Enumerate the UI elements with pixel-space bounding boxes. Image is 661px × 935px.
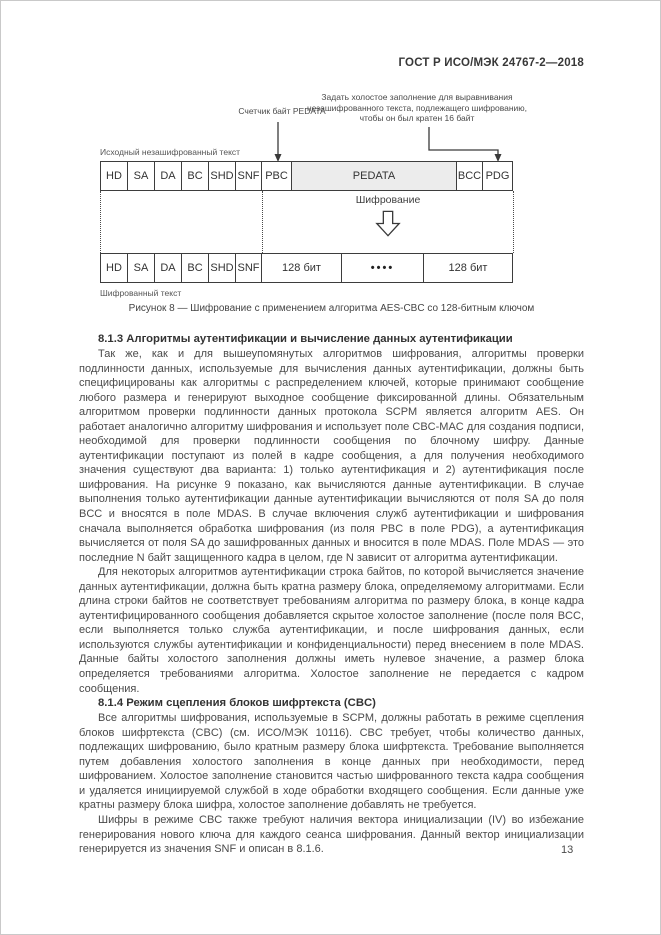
section-heading-8-1-3: 8.1.3 Алгоритмы аутентификации и вычисление данных аутентификации [98, 333, 513, 345]
plaintext-frame-row [100, 161, 513, 191]
field-shd: SHD [208, 253, 236, 283]
field-sa: SA [127, 253, 155, 283]
field-da: DA [154, 161, 182, 191]
annotation-padding-note: Задать холостое заполнение для выравнивания незашифрованного текста, подлежащего шифрованию, чтобы он был кратен 16 байт [306, 92, 528, 123]
field-bc: BC [181, 253, 209, 283]
pass-through-zone [100, 191, 263, 253]
field-pbc: PBC [261, 161, 292, 191]
figure-8-diagram [100, 161, 515, 291]
paragraph: Для некоторых алгоритмов аутентификации строка байтов, по которой вычисляется значение данных аутентификации, должна быть кратна размеру блока, определяемому алгоритмами. Если длина строки байтов не соответствует требованиям алгоритма по размеру блока, в конце кадра аутентифицированного сообщения добавляется скрытое холостое заполнение (после поля BCC, если выполняется только служба аутентификации, и после шифрования данных, если используются службы аутентификации и конфиденциальности) перед внесением в поле MDAS. Данные байты холостого заполнения должны иметь нулевое значение, а размер блока определяется требованиями алгоритма. Холостое заполнение не передается с кадром сообщения. [79, 566, 584, 695]
cipher-block-n: 128 бит [423, 253, 513, 283]
section-heading-8-1-4: 8.1.4 Режим сцепления блоков шифртекста (CBC) [98, 697, 376, 710]
figure-caption: Рисунок 8 — Шифрование с применением алгоритма AES-CBC со 128-битным ключом [128, 303, 535, 314]
field-bcc: BCC [456, 161, 483, 191]
document-body [79, 332, 584, 857]
cipher-block-1: 128 бит [261, 253, 342, 283]
label-plaintext: Исходный незашифрованный текст [100, 147, 241, 157]
field-shd: SHD [208, 161, 236, 191]
field-bc: BC [181, 161, 209, 191]
field-da: DA [154, 253, 182, 283]
encryption-zone [100, 191, 515, 253]
page-number: 13 [561, 844, 574, 856]
field-snf: SNF [235, 161, 262, 191]
document-standard-number: ГОСТ Р ИСО/МЭК 24767-2—2018 [398, 57, 584, 69]
cipher-block-ellipsis: •••• [341, 253, 424, 283]
label-ciphertext: Шифрованный текст [100, 288, 182, 298]
down-arrow-icon [374, 210, 402, 237]
paragraph: Шифры в режиме CBC также требуют наличия вектора инициализации (IV) во избежание генерирования нового ключа для каждого сеанса шифрования. Данный вектор инициализации генерируется из значения SNF и описан в 8.1.6. [79, 813, 584, 856]
paragraph: Так же, как и для вышеупомянутых алгоритмов шифрования, алгоритмы проверки подлинности данных, используемые для вычисления данных аутентификации, должны быть специфицированы как алгоритмы с распределением ключей, которые принимают сообщение любого размера и генерируют выходное сообщение фиксированной длины. Обязательным алгоритмом проверки подлинности данных протокола SCPM является алгоритм AES. Он работает аналогично алгоритму шифрования и использует поле CBC-MAC для создания подписи, необходимой для проверки подлинности сообщения по блочному шифру. Данные аутентификации поступают из полей в кадре сообщения, а для получения необходимого значения существуют два варианта: 1) только аутентификация и 2) аутентификация после шифрования. На рисунке 9 показано, как вычисляются данные аутентификации. В случае выполнения только аутентификации данные аутентификации вычисляются от поля SA до поля BCC и вносятся в поле MDAS. В случае включения служб аутентификации и шифрования сначала выполняется обработка шифрования (из поля PBC в поле PDG), а аутентификация вычисляется от поля SA до зашифрованных данных и вносится в поле MDAS. Поле MDAS — это последние N байт защищенного кадра в целом, где N зависит от алгоритма аутентификации. [79, 348, 584, 564]
encryption-label: Шифрование [355, 194, 421, 206]
field-snf: SNF [235, 253, 262, 283]
dotted-right-edge [513, 191, 514, 253]
field-hd: HD [100, 161, 128, 191]
field-hd: HD [100, 253, 128, 283]
field-pdg: PDG [482, 161, 513, 191]
field-pedata: PEDATA [291, 161, 457, 191]
encryption-step [263, 194, 513, 242]
field-sa: SA [127, 161, 155, 191]
ciphertext-frame-row [100, 253, 513, 283]
paragraph: Все алгоритмы шифрования, используемые в SCPM, должны работать в режиме сцепления блоков шифртекста (CBC) (см. ИСО/МЭК 10116). CBC требует, чтобы количество данных, подлежащих шифрованию, было кратным размеру блока шифртекста. Требование выполняется путем добавления холостого заполнения в конце данных при необходимости, перед шифрованием. Холостое заполнение становится частью шифрованного текста кадра сообщения и удаляется инициируемой службой в ходе обработки входящего сообщения. Если данные уже кратны размеру блока шифра, холостое заполнение добавлять не требуется. [79, 712, 584, 812]
annotation-pedata-byte-counter: Счетчик байт PEDATA [238, 106, 326, 116]
